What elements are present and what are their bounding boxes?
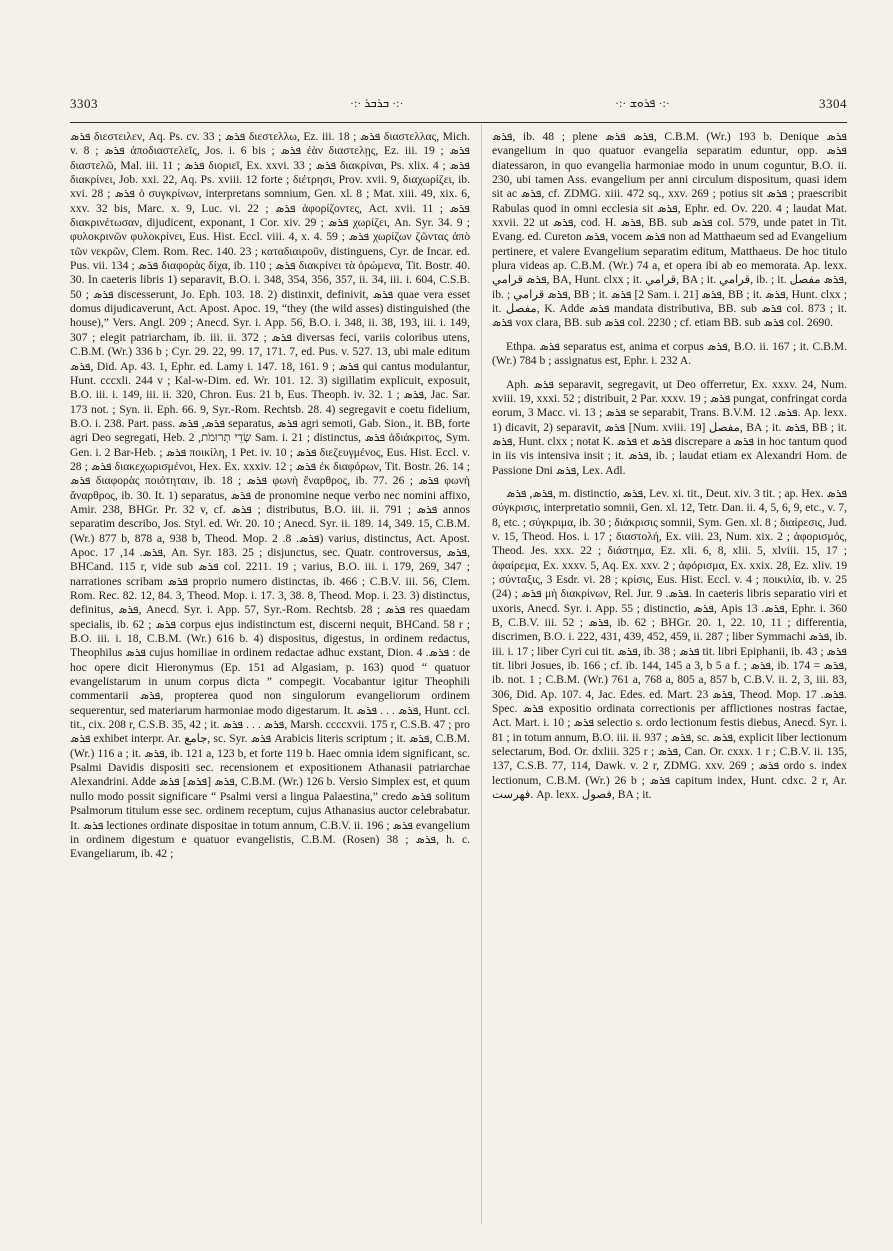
page-number-right: 3304 <box>819 96 847 111</box>
entry-paragraph: ܦܪܣ διεστειλεν, Aq. Ps. cv. 33 ; ܦܪܣ διεστελλω, Ez. iii. 18 ; ܦܪܣ διαστελλας, Mich. v. 8 ; ܦܪܣ ἀποδιαστελεῖς, Jos. i. 6 bis ; ܦܪܣ ἐὰν διαστελῃς, Ez. iii. 19 ; ܦܪܣ διαστελῶ, Mal. iii. 11 ; ܦܪܣ διοριεῖ, Ex. xxvi. 33 ; ܦܪܣ διακρίναι, Ps. xlix. 4 ; ܦܪܣ διακρίνει, Job. xxi. 22, Aq. Ps. xviii. 12 forte ; διέτρησι, Prov. xvii. 9, διαχωρίζει, ib. xvi. 28 ; ܦܪܣ ὁ συγκρίνων, interpretans somnium, Gen. xl. 8 ; Mat. xiii. 49, xix. 6, xxv. 32 bis, Marc. x. 9, Luc. vi. 22 ; ܦܪܣ ἀφορίζοντες, Act. xvii. 11 ; ܦܪܣ διακρινέτωσαν, dijudicent, exponant, 1 Cor. xiv. 29 ; ܦܪܣ χωρίζει, An. Syr. 34. 9 ; φυλοκρινῶν φυλοκρίνει, Eus. Hist. Eccl. viii. 4, x. 4. 59 ; ܦܪܣ χωρίζων ζῶντας ἀπὸ τῶν νεκρῶν, Clem. Rom. Rec. 140. 23 ; καταδιαιροῦν, distinguens, Cyr. de Incar. ed. Pus. vii. 134 ; ܦܪܣ διαφορὰς δίχα, ib. 110 ; ܦܪܣ διακρίνει τὰ ὁρώμενα, Tit. Bostr. 40. 30. In caeteris libris 1) separavit, B.O. i. 348, 354, 356, 357, ii. 34, iii. i. 604, C.S.B. 50 ; ܦܪܣ discesserunt, Jo. Eph. 103. 18. 2) distinxit, definivit, ܦܪܣ quae vera esset domus dijudicaverunt, Act. Apost. Apoc. 19, “they (the wild asses) distinguished (the house),” Vers. Angl. 209 ; Anecd. Syr. i. App. 56, B.O. i. 348, ii. 38, 193, iii. i. 149, 307 ; elegit patriarcham, ib. iii. ii. 372 ; ܦܪܣ diversas feci, variis coloribus utens, C.B.M. (Wr.) 336 b ; Cyr. 29. 22, 99. 17, 171. 7, ed. Pus. v. 527. 13, ubi male editum ܦܪܣ, Did. Ap. 43. 1, Ephr. ed. Lamy i. 147. 18, 161. 9 ; ܦܪܣ qui cantus modulantur, Hunt. cccxli. 244 v ; Kal-w-Dim. ed. Wr. 101. 12. 3) sigillatim explicuit, exposuit, B.O. iii. i. 149, iii. ii. 320, Chron. Eus. 21 b, Eus. Theoph. iv. 32. 1 ; ܦܪܣ, Jac. Sar. 173 not. ; Syn. ii. Eph. 66. 9, Syr.-Rom. Rechtsb. 28. 4) segregavit e coetu fidelium, B.O. i. 238. Part. pass. ܦܪܣ, ܦܪܣ separatus, ܦܪܣ agri semoti, Gab. Sion., it. BB, forte agri Deo segregati, Heb. שְׂדֵי תְרוּמֹת, 2 Sam. i. 21 ; distinctus, ܦܪܣ ἀδιάκριτος, Sym. Gen. i. 2 Bar-Heb. ; ܦܪܣ ποικίλη, 1 Pet. iv. 10 ; ܦܪܣ διεζευγμένος, Eus. Hist. Eccl. v. 28 ; ܦܪܣ διακεχωρισμένοι, Hex. Ex. xxxiv. 12 ; ܦܪܣ ἐκ διαφόρων, Tit. Bostr. 26. 14 ; ܦܪܣ διαφορὰς ποιότηταιν, ib. 18 ; ܦܪܣ φωνὴ ἔναρθρος, ib. 77. 26 ; ܦܪܣ φωνὴ ἄναρθρος, ib. 30. It. 1) separatus, ܦܪܣ de pronomine neque verbo nec nomini affixo, Amir. 238, BHGr. Pr. 32 v, cf. ܦܪܣ ; distributus, B.O. iii. ii. 791 ; ܦܪܣ annos separatim describo, Jos. Styl. ed. Wr. 20. 10 ; Anecd. Syr. ii. 189. 14, 349. 15, C.B.M. (Wr.) 877 b, 878 a, 938 b, Theod. Mop. ܦܪܣ. 8. 2) varius, distinctus, Act. Apost. Apoc. ܦܪܣ. 14, 17, An. Syr. 183. 25 ; disjunctus, sec. Quatr. controversus, ܦܪܣ, BHCand. 115 r, vide sub ܦܪܣ col. 2211. 19 ; varius, B.O. iii. i. 179, 269, 347 ; narrationes scribam ܦܪܣ proprio numero distinctas, ib. 466 ; C.B.V. iii. 56, Clem. Rom. Rec. 82. 12, 84. 3, Theod. Mop. i. 17. 3, 38. 8, Theod. Mop. i. 23. 3) distinctus, definitus, ܦܪܣ, Anecd. Syr. i. App. 57, Syr.-Rom. Rechtsb. 28 ; ܦܪܣ res quaedam specialis, ib. 62 ; ܦܪܣ corpus ejus indistinctum est, discerni nequit, BHCand. 58 r ; B.O. iii. i. 18, C.B.M. (Wr.) 616 b. 4) dispositus, digestus, in ordinem redactus, Theophilus ܦܪܣ cujus homiliae in ordinem redactae adhuc exstant, Dion. ܦܪܣ. 4 : de hoc opere dicit Hieronymus (Ep. 151 ad Algasiam, p. 163) quod “ quatuor evangelistarum in unum corpus dicta ” compegit. Vocabantur igitur Theophili commentarii ܦܪܣ, propterea quod non singulorum evangeliorum ordinem sequerentur, sed materiarum harmoniae modo digestarum. It. ܦܪܣ . . . ܦܪܣ, Hunt. ccl. tit., cix. 208 r, C.S.B. 35, 42 ; it. ܦܪܣ . . . ܦܪܣ, Marsh. ccccxvii. 175 r, C.S.B. 47 ; pro ܦܪܣ exhibet interpr. Ar. جامع, sc. Syr. ܦܪܣ Arabicis literis scriptum ; it. ܦܪܣ, C.B.M. (Wr.) 116 a ; it. ܦܪܣ, ib. 121 a, 123 b, et forte 119 b. Haec omnia idem significant, sc. Psalmi Davidis dispositi sec. recensionem et expositionem Athanasii patriarchae Alexandrini. Adde ܦܪܣ [ܦܪܣ] ܦܪܣ, C.B.M. (Wr.) 126 b. Versio Simplex est, et quum nullo modo possit significare “ Psalmi versi a lingua Palaestina,” credo ܦܪܣ solitum Psalmorum titulum esse sec. ordinem receptum, cujus Athanasius auctor celebrabatur. It. ܦܪܣ lectiones ordinate dispositae in totum annum, C.B.V. ii. 196 ; ܦܪܣ evangelium in ordinem digestum e quatuor evangelistis, C.B.M. (Rosen) 38 ; ܦܪܣ, h. c. Evangeliarum, ib. 42 ; <box>70 130 470 861</box>
entry-aph: Aph. ܦܪܣ separavit, segregavit, ut Deo offerretur, Ex. xxxv. 24, Num. xviii. 19, xxxi. 52 ; distribuit, 2 Par. xxxv. 19 ; ܦܪܣ pungat, confringat corda eorum, 3 Macc. vi. 13 ; ܦܪܣ se separabit, Trans. B.V.M. ܦܪܣ. 12. Ap. lexx. 1) dicavit, 2) separavit, ܦܪܣ [Num. xviii. 19] مفصل, BA ; it. ܦܪܣ, BB ; it. ܦܪܣ, Hunt. clxx ; notat K. ܦܪܣ et ܦܪܣ discrepare a ܦܪܣ in hoc tantum quod in iis vis intensiva insit ; it. ܦܪܣ, ib. ; laudat etiam ex Alexandri Hom. de Passione Dni ܦܪܣ, Lex. Adl. <box>492 377 847 477</box>
page-number-left: 3303 <box>70 96 98 111</box>
entry-ethpa: Ethpa. ܦܪܣ separatus est, anima et corpus ܦܪܣ, B.O. ii. 167 ; it. C.B.M. (Wr.) 784 b ; assignatus est, Ephr. i. 232 A. <box>492 339 847 368</box>
running-title-left: ·:· ܒܪܒܪ ·:· <box>350 96 404 110</box>
page-header <box>70 96 847 118</box>
entry-noun: ܦܪܣ, ܦܪܣ, m. distinctio, ܦܪܣ, Lev. xi. tit., Deut. xiv. 3 tit. ; ap. Hex. ܦܪܣ σύγκρισις, interpretatio somnii, Gen. xl. 12, Tetr. Dan. ii. 4, 5, 6, 9, etc., v. 7, 8, etc. ; σύγκριμα, ib. 30 ; διάκρισις somnii, Sym. Gen. xl. 8 ; διαίρεσις, Jud. v. 15, Theod. Hos. i. 17 ; διαστολή, Ex. viii. 23, Num. xix. 2 ; ἀφορισμός, Theod. Jes. xxx. 22 ; διάστημα, Ez. xli. 6, 8, xlii. 5, xlviii. 15, 17 ; ἀφαίρεμα, Ex. xxxv. 5, Aq. Ex. xxv. 2 ; ἀφόρισμα, Ex. xxix. 28, Ez. xliv. 19 ; σύνταξις, 3 Esdr. vi. 28 ; κρίσις, Eus. Hist. Eccl. v. 4 ; ποικιλία, ib. v. 25 (24) ; ܦܪܣ μὴ διακρίνων, Rel. Jur. ܦܪܣ. 9. In caeteris libris separatio viri et uxoris, Anecd. Syr. i. App. 55 ; distinctio, ܦܪܣ, Apis ܦܪܣ. 13, Ephr. i. 360 B, C.B.V. iii. 52 ; ܦܪܣ, ib. 62 ; BHGr. 20. 1, 22. 10, 11 ; differentia, discrimen, B.O. i. 222, 431, 439, 452, 459, ii. 287 ; liber Symmachi ܦܪܣ, ib. iii. i. 17 ; liber Cyri cui tit. ܦܪܣ, ib. 38 ; ܦܪܣ tit. libri Epiphanii, ib. 43 ; ܦܪܣ tit. libri Josues, ib. 166 ; cf. ib. 144, 145 a 3, b 5 a f. ; ܦܪܣ, ib. 174 = ܦܪܣ, ib. not. 1 ; C.B.M. (Wr.) 761 a, 768 a, 805 a, 857 b, C.B.V. ii. 2, 3, iii. 83, 306, Did. Ap. 107. 4, Jac. Edes. ed. Mart. ܦܪܣ 23, Theod. Mop. ܦܪܣ. 17. Spec. ܦܪܣ expositio ordinata correctionis per afflictiones nostras factae, Act. Mart. i. 10 ; ܦܪܣ selectio s. ordo lectionum festis diebus, Anecd. Syr. i. 81 ; in totum annum, B.O. iii. ii. 937 ; ܦܪܣ, sc. ܦܪܣ, explicit liber lectionum selectarum, Bod. Or. dxliii. 325 r ; ܦܪܣ, Can. Or. cxxx. 1 r ; C.B.V. ii. 135, 137, C.S.B. 77, 114, Dawk. v. 2 r, ZDMG. xxv. 269 ; ܦܪܣ ordo s. index lectionum, C.B.M. (Wr.) 26 b ; ܦܪܣ capitum index, Hunt. cdxc. 2 r, Ar. فهرست. Ap. lexx. فصول, BA ; it. <box>492 486 847 802</box>
running-title-right: ·:· ܦܪܘܫ ·:· <box>615 96 670 110</box>
right-column <box>492 130 847 1225</box>
header-rule <box>70 122 847 123</box>
left-column <box>70 130 470 1225</box>
entry-paragraph: ܦܪܣ, ib. 48 ; plene ܦܪܣ ܦܪܣ, C.B.M. (Wr.) 193 b. Denique ܦܪܣ evangelium in quo quatuor evangelia separatim eduntur, opp. ܦܪܣ diatessaron, in quo evangelia harmoniae modo in unum coguntur, B.O. ii. 230, ubi tamen Ass. evangelium per anni circulum dispositum, quasi idem sit ac ܦܪܣ, cf. ZDMG. xiii. 472 sq., xxv. 269 ; potius sit ܦܪܣ ; praescribit Rabulas quod in omni ecclesia sit ܦܪܣ, Ephr. ed. Ov. 220. 4 ; laudat Mat. xxvii. 22 ut ܦܪܣ, cod. H. ܦܪܣ, BB. sub ܦܪܣ col. 579, unde patet in Tit. Evang. ed. Cureton ܦܪܣ, vocem ܦܪܣ non ad Matthaeum sed ad Evangelium pertinere, et valere Evangelium separatim editum, Matthaeus. De hoc titulo plura videas ap. C.B.M. (Wr.) 74 a, et opera ibi ab eo memorata. Ap. lexx. ܦܪܣ قرامي, BA, Hunt. clxx ; it. قرامي, BA ; it. قرامي, ib. ; it. ܦܪܣ مفصل, ib. ; ܦܪܣ قرامي, BB ; it. ܦܪܣ [2 Sam. i. 21] ܦܪܣ, BB ; it. ܦܪܣ, Hunt. clxx ; it. مفصل, K. Adde ܦܪܣ mandata distributiva, BB. sub ܦܪܣ col. 873 ; it. ܦܪܣ vox clara, BB. sub ܦܪܣ col. 2230 ; cf. etiam BB. sub ܦܪܣ col. 2690. <box>492 130 847 330</box>
column-divider <box>481 124 482 1224</box>
